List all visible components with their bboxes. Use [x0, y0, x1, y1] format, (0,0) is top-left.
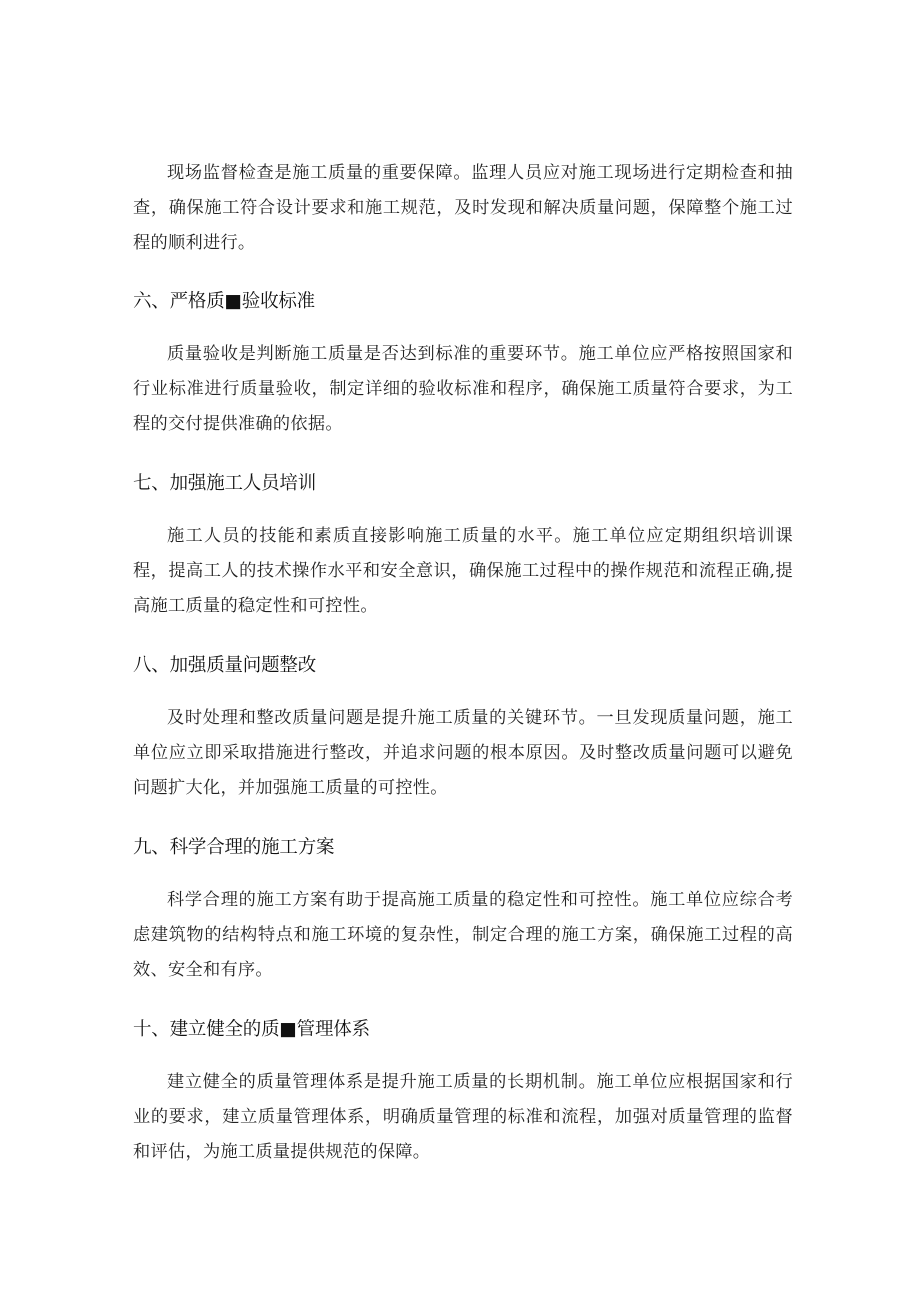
document-page	[133, 156, 793, 1198]
section-nine	[133, 834, 793, 988]
section-six	[133, 288, 793, 442]
intro-paragraph: 现场监督检查是施工质量的重要保障。监理人员应对施工现场进行定期检查和抽查，确保施工符合设计要求和施工规范，及时发现和解决质量问题，保障整个施工过程的顺利进行。	[133, 163, 793, 253]
section-paragraph: 建立健全的质量管理体系是提升施工质量的长期机制。施工单位应根据国家和行业的要求，建立质量管理体系，明确质量管理的标准和流程，加强对质量管理的监督和评估，为施工质量提供规范的保障。	[133, 1072, 793, 1162]
section-heading: 十、建立健全的质■管理体系	[133, 1019, 370, 1040]
section-heading: 七、加强施工人员培训	[133, 473, 317, 494]
section-eight	[133, 652, 793, 806]
section-heading: 六、严格质■验收标准	[133, 291, 315, 312]
section-paragraph: 科学合理的施工方案有助于提高施工质量的稳定性和可控性。施工单位应综合考虑建筑物的结构特点和施工环境的复杂性，制定合理的施工方案，确保施工过程的高效、安全和有序。	[133, 890, 793, 980]
section-paragraph: 及时处理和整改质量问题是提升施工质量的关键环节。一旦发现质量问题，施工单位应立即采取措施进行整改，并追求问题的根本原因。及时整改质量问题可以避免问题扩大化，并加强施工质量的可控性。	[133, 708, 793, 798]
section-paragraph: 施工人员的技能和素质直接影响施工质量的水平。施工单位应定期组织培训课程，提高工人的技术操作水平和安全意识，确保施工过程中的操作规范和流程正确,提高施工质量的稳定性和可控性。	[133, 526, 793, 616]
section-heading: 九、科学合理的施工方案	[133, 837, 335, 858]
section-ten	[133, 1016, 793, 1170]
section-heading: 八、加强质量问题整改	[133, 655, 317, 676]
section-paragraph: 质量验收是判断施工质量是否达到标准的重要环节。施工单位应严格按照国家和行业标准进行质量验收，制定详细的验收标准和程序，确保施工质量符合要求，为工程的交付提供准确的依据。	[133, 344, 793, 434]
section-seven	[133, 470, 793, 624]
